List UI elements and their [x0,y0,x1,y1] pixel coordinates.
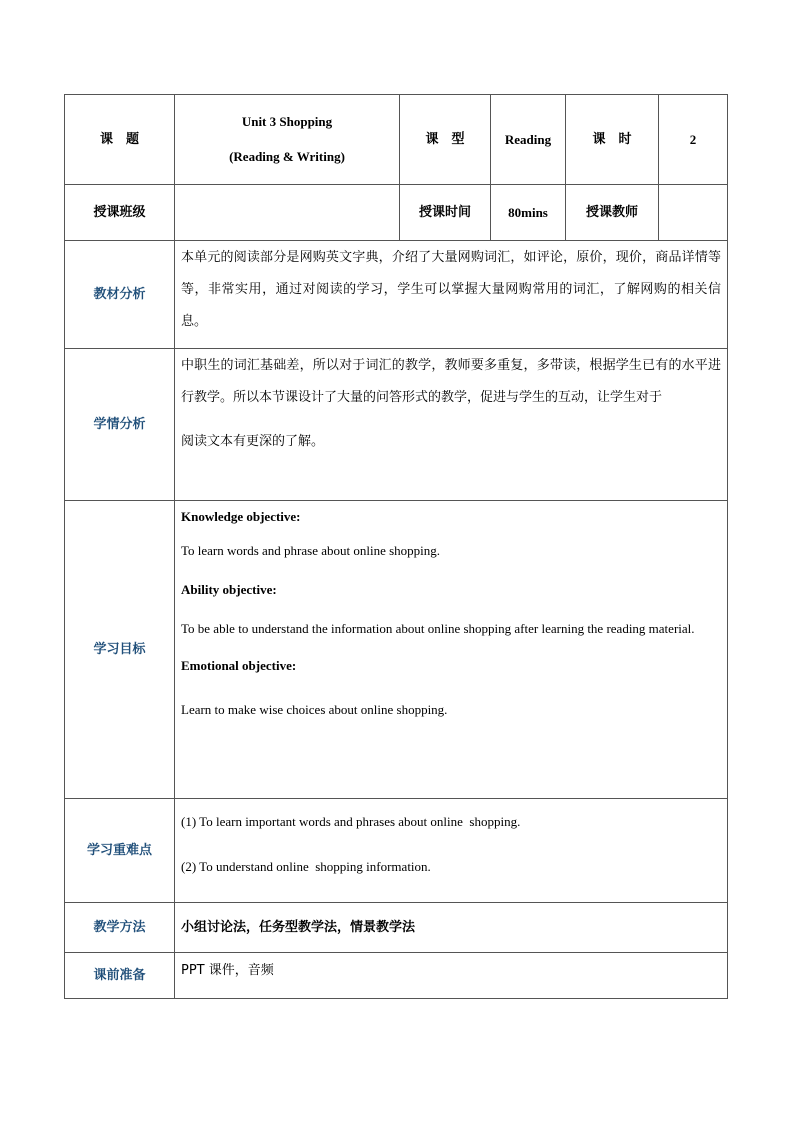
prep-text: PPT 课件，音频 [181,963,274,978]
keypoint-2: (2) To understand online shopping information. [181,859,431,874]
methods-content [175,903,728,953]
students-text-1: 中职生的词汇基础差，所以对于词汇的教学，教师要多重复，多带读，根据学生已有的水平进行教学。所以本节课设计了大量的问答形式的教学，促进与学生的互动，让学生对于 [181,358,721,405]
prep-content [175,953,728,999]
ability-text: To be able to understand the information about online shopping after learning the reading material. [181,621,695,636]
teacher-label: 授课教师 [566,185,659,241]
objectives-content [175,501,728,799]
methods-label: 教学方法 [65,903,175,953]
students-text-2: 阅读文本有更深的了解。 [181,434,325,449]
topic-label: 课 题 [65,95,175,185]
ability-title: Ability objective: [181,582,277,597]
objectives-label: 学习目标 [65,501,175,799]
methods-text: 小组讨论法，任务型教学法，情景教学法 [181,919,416,935]
class-row [65,185,728,241]
keypoints-row [65,799,728,903]
emotional-title: Emotional objective: [181,658,297,673]
hours-value: 2 [659,95,728,185]
lesson-title [175,95,400,185]
keypoints-content [175,799,728,903]
students-content [175,349,728,501]
keypoint-1: (1) To learn important words and phrases about online shopping. [181,814,521,829]
lesson-plan-table [64,94,728,999]
class-value [175,185,400,241]
type-label: 课 型 [400,95,491,185]
methods-row [65,903,728,953]
time-label: 授课时间 [400,185,491,241]
hours-label: 课 时 [566,95,659,185]
material-content [175,241,728,349]
teacher-value [659,185,728,241]
emotional-text: Learn to make wise choices about online shopping. [181,702,448,717]
prep-row [65,953,728,999]
header-row [65,95,728,185]
knowledge-title: Knowledge objective: [181,509,301,524]
material-row [65,241,728,349]
class-label: 授课班级 [65,185,175,241]
knowledge-text: To learn words and phrase about online shopping. [181,543,441,558]
type-value: Reading [491,95,566,185]
prep-label: 课前准备 [65,953,175,999]
material-label: 教材分析 [65,241,175,349]
title-line-1: Unit 3 Shopping [241,114,333,129]
material-text: 本单元的阅读部分是网购英文字典，介绍了大量网购词汇，如评论，原价，现价，商品详情等等，非常实用，通过对阅读的学习，学生可以掌握大量网购常用的词汇，了解网购的相关信息。 [181,250,721,329]
keypoints-label: 学习重难点 [65,799,175,903]
title-line-2: (Reading & Writing) [229,149,345,164]
students-row [65,349,728,501]
objectives-row [65,501,728,799]
time-value: 80mins [491,185,566,241]
students-label: 学情分析 [65,349,175,501]
